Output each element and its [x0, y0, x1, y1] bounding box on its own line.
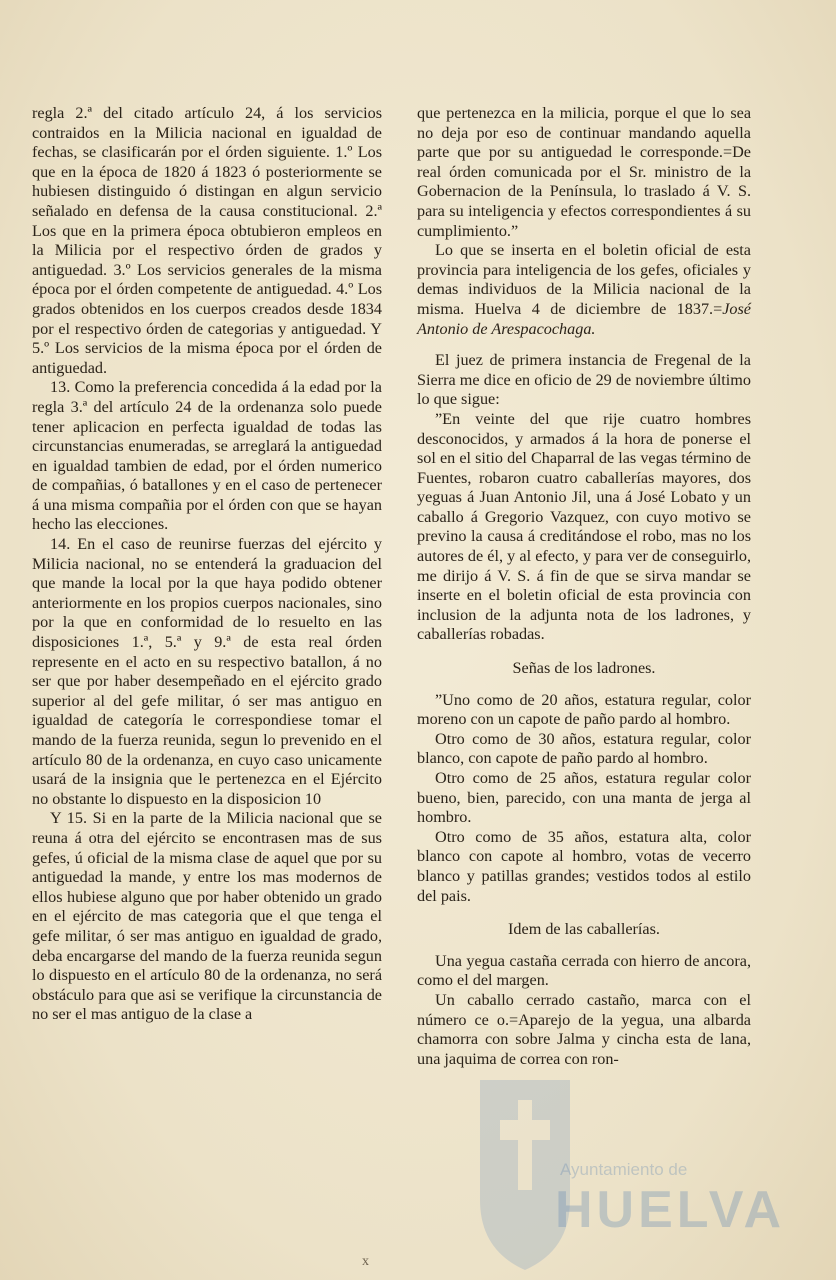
judge-intro: El juez de primera instancia de Fregenal de la Sierra me dice en oficio de 29 de noviembre último lo que sigue:	[417, 351, 751, 409]
paragraph-13: 13. Como la preferencia concedida á la edad por la regla 3.ª del artículo 24 de la ordenanza solo puede tener aplicacion en perfecta igualdad de todas las circunstancias enumeradas, se arreglará la antiguedad en igualdad tambien de edad, por el órden numerico de compañias, ó batallones y en el caso de pertenecer á una misma compañia por el órden con que se hayan hecho las elecciones.	[32, 378, 382, 534]
insert-note	[417, 241, 751, 339]
watermark-title: HUELVA	[555, 1181, 786, 1239]
left-column	[32, 104, 382, 1025]
thief-description: Otro como de 25 años, estatura regular color bueno, bien, parecido, con una manta de jerga al hombro.	[417, 769, 751, 827]
insert-note-text: Lo que se inserta en el boletin oficial de esta provincia para inteligencia de los gefes, oficiales y demas individuos de la Milicia nacional de la misma. Huelva 4 de diciembre de 1837.=	[417, 241, 751, 318]
thief-description: ”Uno como de 20 años, estatura regular, color moreno con un capote de paño pardo al hombro.	[417, 690, 751, 729]
paragraph-15: Y 15. Si en la parte de la Milicia nacional que se reuna á otra del ejército se encontrasen mas de sus gefes, ú oficial de la misma clase de aquel que por su antiguedad la mande, y entre los mas modernos de ellos hubiese alguno que por haber obtenido un grado en el ejército de mas categoria que el que tenga el gefe militar, ó ser mas antiguo en igualdad de grado, deba encargarse del mando de la fuerza reunida segun lo dispuesto en el artículo 80 de la ordenanza, no será obstáculo para que asi se verifique la circunstancia de no ser el mas antiguo de la clase a	[32, 809, 382, 1024]
horse-description: Un caballo cerrado castaño, marca con el número ce o.=Aparejo de la yegua, una albarda chamorra con sobre Jalma y cincha esta de lana, una jaquima de correa con ron-	[417, 990, 751, 1068]
watermark-subtitle: Ayuntamiento de	[560, 1160, 688, 1179]
right-column	[417, 104, 751, 1069]
judge-quote: ”En veinte del que rije cuatro hombres desconocidos, y armados á la hora de ponerse el sol en el sitio del Chaparral de las vegas término de Fuentes, robaron cuatro caballerías mayores, dos yeguas á Juan Antonio Jil, una á José Lobato y un caballo á Gregorio Vazquez, con cuyo motivo se previno la causa á creditándose el robo, mas no los autores de él, y al efecto, y para ver de conseguirlo, me dirijo á V. S. á fin de que se sirva mandar se inserte en el boletin oficial de esta provincia con inclusion de la adjunta nota de los ladrones, y caballerías robadas.	[417, 409, 751, 644]
heading-horses: Idem de las caballerías.	[508, 920, 660, 939]
thief-description: Otro como de 35 años, estatura alta, color blanco con capote al hombro, votas de vecerro blanco y patillas grandes; vestidos todos al estilo del pais.	[417, 827, 751, 905]
signature: José Antonio de Arespacochaga.	[417, 299, 751, 338]
thief-description: Otro como de 30 años, estatura regular, color blanco, con capote de paño pardo al hombro.	[417, 729, 751, 768]
heading-thieves: Señas de los ladrones.	[512, 659, 656, 678]
continuation-text: que pertenezca en la milicia, porque el que lo sea no deja por eso de continuar mandando aquella parte que por su antiguedad le corresponde.=De real órden comunicada por el Sr. ministro de la Gobernacion de la Península, lo traslado á V. S. para su inteligencia y efectos correspondientes á su cumplimiento.”	[417, 104, 751, 240]
paragraph-regla: regla 2.ª del citado artículo 24, á los servicios contraidos en la Milicia nacional en igualdad de fechas, se clasificarán por el órden siguiente. 1.º Los que en la época de 1820 á 1823 ó posteriormente se hubiesen distinguido ó distingan en algun servicio señalado en defensa de la causa constitucional. 2.ª Los que en la primera época obtubieron empleos en la Milicia por el respectivo órden de grados y antiguedad. 3.º Los servicios generales de la misma época por el órden competente de antiguedad. 4.º Los grados obtenidos en los cuerpos creados desde 1834 por el respectivo órden de categorias y antiguedad. Y 5.º Los servicios de la misma época por el órden de antiguedad.	[32, 104, 382, 377]
horse-description: Una yegua castaña cerrada con hierro de ancora, como el del margen.	[417, 951, 751, 990]
paragraph-14: 14. En el caso de reunirse fuerzas del ejército y Milicia nacional, no se entenderá la graduacion del que mande la local por la que haya podido obtener anteriormente en los propios cuerpos nacionales, sino por la que en conformidad de lo resuelto en las disposiciones 1.ª, 5.ª y 9.ª de esta real órden represente en el acto en su respectivo batallon, á no ser que por haber desempeñado en el ejército grado superior al del gefe militar, ó ser mas antiguo en igualdad de categoría le correspondiese tomar el mando de la fuerza reunida, segun lo prevenido en el artículo 80 de la ordenanza, en cuyo caso unicamente usará de la insignia que le pertenezca en el Ejército no obstante lo dispuesto en la disposicion 10	[32, 535, 382, 808]
footer-mark: x	[362, 1254, 369, 1269]
